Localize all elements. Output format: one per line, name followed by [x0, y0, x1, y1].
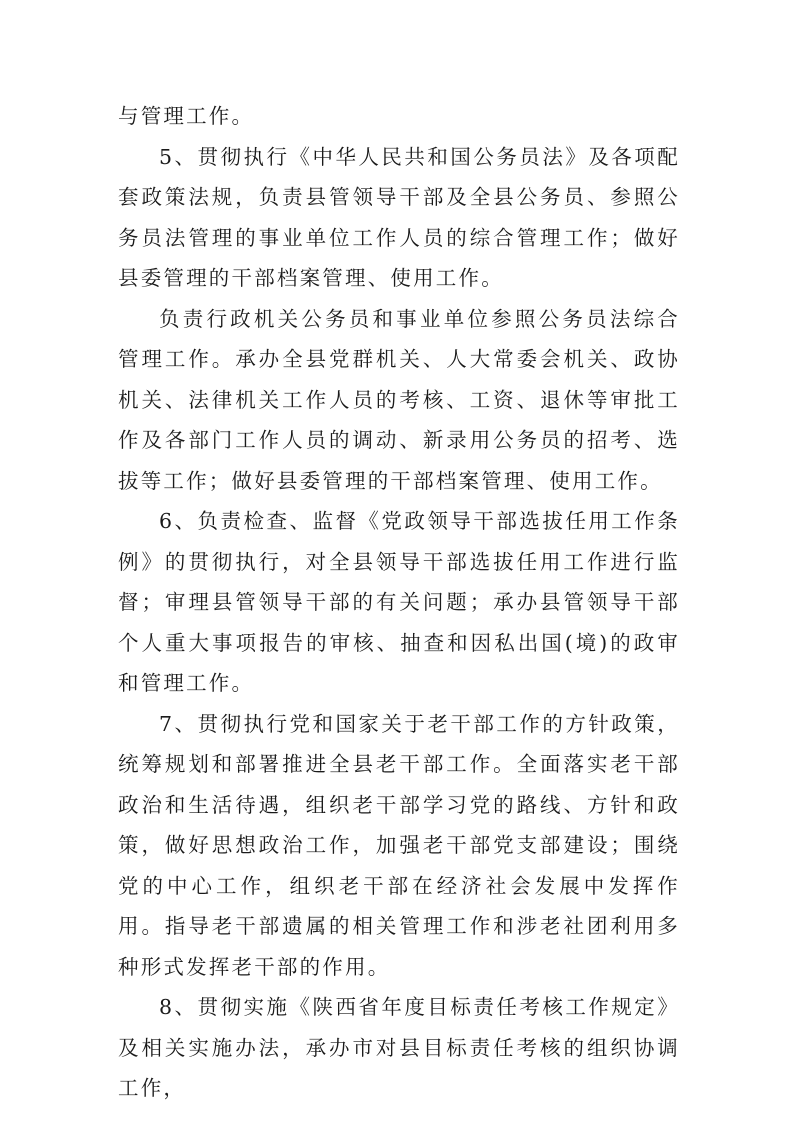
paragraph-item-8: 8、贯彻实施《陕西省年度目标责任考核工作规定》及相关实施办法，承办市对县目标责任考核的组织协调工作，	[118, 995, 680, 1100]
paragraph-civil-servant-management: 负责行政机关公务员和事业单位参照公务员法综合管理工作。承办全县党群机关、人大常委会机关、政协机关、法律机关工作人员的考核、工资、退休等审批工作及各部门工作人员的调动、新录用公务员的招考、选拔等工作；做好县委管理的干部档案管理、使用工作。	[118, 306, 680, 493]
paragraph-continuation: 与管理工作。	[118, 104, 255, 128]
paragraph-item-5: 5、贯彻执行《中华人民共和国公务员法》及各项配套政策法规，负责县管领导干部及全县公务员、参照公务员法管理的事业单位工作人员的综合管理工作；做好县委管理的干部档案管理、使用工作。	[118, 144, 680, 290]
document-body	[118, 96, 680, 1109]
paragraph-item-6: 6、负责检查、监督《党政领导干部选拔任用工作条例》的贯彻执行，对全县领导干部选拔任用工作进行监督；审理县管领导干部的有关问题；承办县管领导干部个人重大事项报告的审核、抽查和因私出国(境)的政审和管理工作。	[118, 509, 680, 695]
paragraph-item-7: 7、贯彻执行党和国家关于老干部工作的方针政策，统筹规划和部署推进全县老干部工作。全面落实老干部政治和生活待遇，组织老干部学习党的路线、方针和政策，做好思想政治工作，加强老干部党支部建设；围绕党的中心工作，组织老干部在经济社会发展中发挥作用。指导老干部遗属的相关管理工作和涉老社团利用多种形式发挥老干部的作用。	[118, 711, 680, 979]
